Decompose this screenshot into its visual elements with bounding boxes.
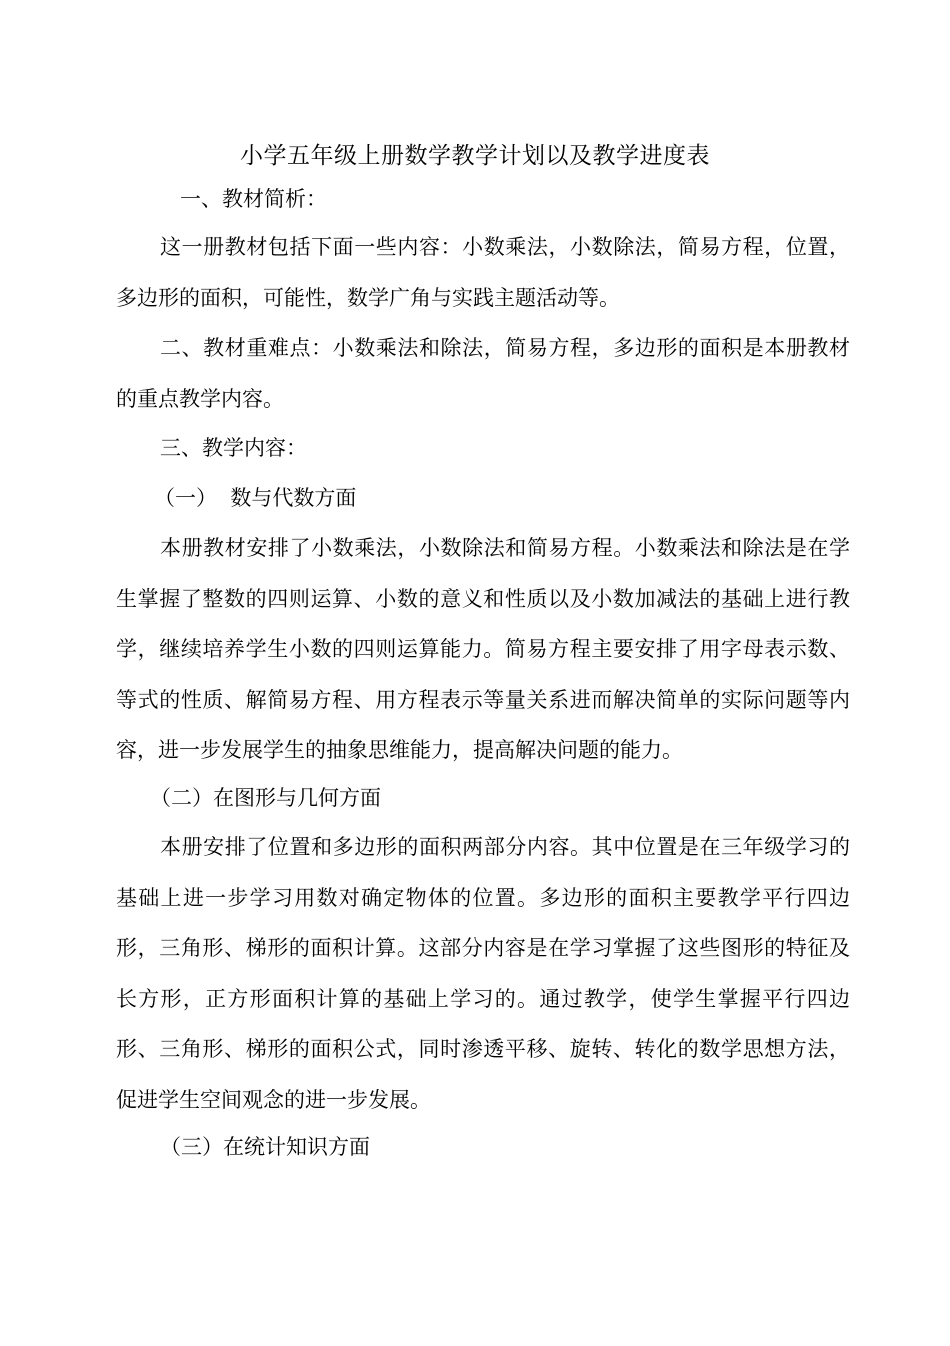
paragraph-numbers-algebra: 本册教材安排了小数乘法，小数除法和简易方程。小数乘法和除法是在学生掌握了整数的四则运算、小数的意义和性质以及小数加减法的基础上进行教学，继续培养学生小数的四则运算能力。简易方程主要安排了用字母表示数、等式的性质、解简易方程、用方程表示等量关系进而解决简单的实际问题等内容，进一步发展学生的抽象思维能力，提高解决问题的能力。 (116, 536, 850, 762)
subsection-heading-numbers-algebra: （一） 数与代数方面 (154, 486, 357, 510)
document-title: 小学五年级上册数学教学计划以及教学进度表 (240, 143, 710, 169)
paragraph-key-difficulties: 二、教材重难点：小数乘法和除法，简易方程，多边形的面积是本册教材的重点教学内容。 (116, 336, 850, 411)
paragraph-material-contents: 这一册教材包括下面一些内容：小数乘法，小数除法，简易方程，位置，多边形的面积，可能性，数学广角与实践主题活动等。 (116, 235, 850, 310)
section-heading-material-analysis: 一、教材简析： (180, 187, 327, 211)
subsection-heading-geometry: （二）在图形与几何方面 (150, 786, 381, 810)
subsection-heading-statistics: （三）在统计知识方面 (160, 1135, 370, 1159)
section-heading-teaching-content: 三、教学内容： (160, 436, 307, 460)
paragraph-geometry: 本册安排了位置和多边形的面积两部分内容。其中位置是在三年级学习的基础上进一步学习用数对确定物体的位置。多边形的面积主要教学平行四边形，三角形、梯形的面积计算。这部分内容是在学习掌握了这些图形的特征及长方形，正方形面积计算的基础上学习的。通过教学，使学生掌握平行四边形、三角形、梯形的面积公式，同时渗透平移、旋转、转化的数学思想方法，促进学生空间观念的进一步发展。 (116, 835, 850, 1112)
